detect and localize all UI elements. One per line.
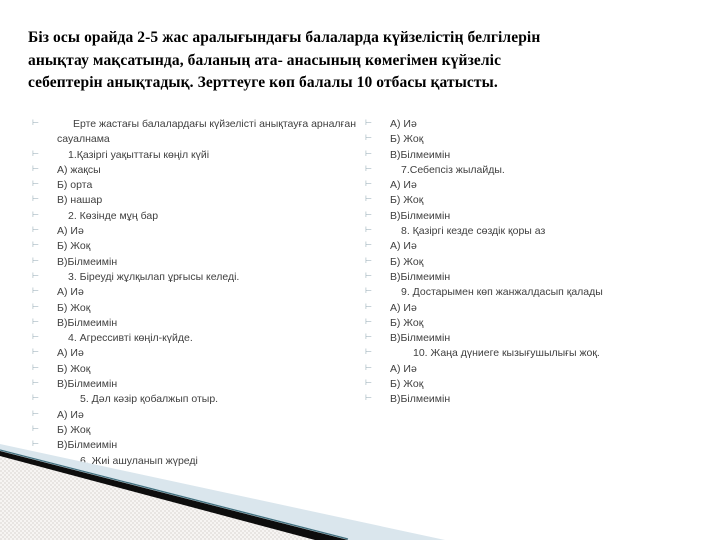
list-item-text: Б) Жоқ — [57, 301, 91, 314]
list-item — [30, 193, 383, 208]
list-item-text: А) Иә — [390, 118, 417, 130]
list-item-text: 6. Жиі ашуланып жүреді — [80, 454, 198, 467]
list-item — [363, 239, 720, 254]
list-item-text: А) Иә — [57, 286, 84, 299]
bullet-icon: ⊢ — [32, 255, 39, 265]
bullet-icon: ⊢ — [32, 301, 39, 311]
bullet-icon: ⊢ — [365, 118, 372, 127]
list-item-text: А) Иә — [57, 347, 84, 360]
list-item-text: 8. Қазіргі кезде сөздік қоры аз — [401, 225, 546, 238]
bullet-list-left — [30, 117, 356, 469]
list-item — [30, 392, 406, 407]
list-item — [363, 270, 720, 285]
bullet-icon: ⊢ — [32, 194, 39, 204]
list-item — [30, 408, 383, 423]
list-item — [363, 178, 720, 193]
bullet-icon: ⊢ — [32, 179, 39, 189]
list-item-text: В)Білмеимін — [390, 332, 451, 345]
bullet-icon: ⊢ — [365, 225, 372, 235]
corner-decoration — [0, 430, 720, 540]
list-item-text: Ерте жастағы балалардағы күйзелісті анықтауға арналған сауалнама — [57, 118, 357, 146]
list-item-text: В)Білмеимін — [390, 393, 451, 406]
list-item — [363, 132, 720, 147]
list-item-text: Б) Жоқ — [57, 423, 91, 436]
slide-title — [28, 27, 694, 95]
bullet-icon: ⊢ — [365, 148, 372, 158]
bullet-icon: ⊢ — [365, 347, 372, 357]
list-item-text: А) Иә — [57, 408, 84, 421]
list-item — [363, 316, 720, 331]
bullet-icon: ⊢ — [32, 148, 39, 158]
list-item-text: Б) Жоқ — [57, 362, 91, 375]
list-item — [30, 163, 383, 178]
list-item — [363, 148, 720, 163]
decor-dotted-triangle — [0, 456, 315, 540]
list-item — [363, 117, 720, 132]
bullet-icon: ⊢ — [365, 332, 372, 342]
list-item — [363, 163, 720, 178]
list-item-text: В)Білмеимін — [390, 148, 451, 161]
list-item — [30, 285, 383, 300]
list-item — [363, 377, 720, 392]
bullet-icon: ⊢ — [32, 439, 39, 449]
bullet-icon: ⊢ — [365, 393, 372, 403]
list-item-text: В)Білмеимін — [390, 270, 451, 283]
bullet-icon: ⊢ — [365, 316, 372, 326]
list-item-text: В)Білмеимін — [57, 378, 118, 391]
list-item-text: 2. Көзінде мұң бар — [68, 209, 159, 222]
list-item-text: В)Білмеимін — [57, 255, 118, 268]
list-item-text: Б) Жоқ — [390, 194, 424, 207]
bullet-icon: ⊢ — [365, 133, 372, 143]
bullet-icon: ⊢ — [32, 240, 39, 250]
list-item — [30, 362, 383, 377]
list-item — [363, 193, 720, 208]
list-item-text: Б) Жоқ — [390, 316, 424, 329]
bullet-icon: ⊢ — [32, 378, 39, 388]
list-item-text: 5. Дәл кәзір қобалжып отыр. — [80, 393, 219, 406]
list-item — [30, 255, 383, 270]
list-item — [363, 301, 720, 316]
list-item — [30, 331, 394, 346]
list-item-text: 1.Қазіргі уақыттағы көңіл күйі — [68, 148, 210, 161]
list-item-text: 3. Біреуді жұлқылап ұрғысы келеді. — [68, 270, 240, 283]
list-item — [30, 224, 383, 239]
bullet-icon: ⊢ — [365, 209, 372, 219]
bullet-icon: ⊢ — [32, 286, 39, 296]
list-item — [30, 316, 383, 331]
bullet-icon: ⊢ — [32, 209, 39, 219]
bullet-icon: ⊢ — [32, 270, 39, 280]
bullet-icon: ⊢ — [32, 316, 39, 326]
bullet-icon: ⊢ — [365, 362, 372, 372]
list-item-text: 4. Агрессивті көңіл-күйде. — [68, 332, 193, 345]
bullet-icon: ⊢ — [365, 194, 372, 204]
list-item — [30, 148, 394, 163]
list-item — [363, 362, 720, 377]
list-item-text: А) Иә — [57, 225, 84, 238]
list-item-text: В)Білмеимін — [57, 439, 118, 452]
bullet-icon: ⊢ — [365, 378, 372, 388]
list-item-text: Б) Жоқ — [390, 255, 424, 268]
list-item-text: 9. Достарымен көп жанжалдасып қалады — [401, 286, 603, 299]
list-item-text: В)Білмеимін — [390, 209, 451, 222]
bullet-icon: ⊢ — [365, 240, 372, 250]
list-item — [30, 301, 383, 316]
list-item — [363, 392, 720, 407]
list-item-text: А) Иә — [390, 240, 417, 253]
list-item — [363, 255, 720, 270]
bullet-icon: ⊢ — [32, 423, 39, 433]
bullet-icon: ⊢ — [32, 347, 39, 357]
list-item-text: А) Иә — [390, 301, 417, 314]
list-item-text: Б) Жоқ — [390, 378, 424, 391]
list-item — [30, 377, 383, 392]
bullet-icon: ⊢ — [365, 179, 372, 189]
list-item-text: А) Иә — [390, 362, 417, 375]
bullet-icon: ⊢ — [32, 408, 39, 418]
bullet-icon: ⊢ — [365, 301, 372, 311]
list-item-text: 10. Жаңа дүниеге кызығушылығы жоқ. — [413, 347, 600, 360]
bullet-icon: ⊢ — [365, 286, 372, 296]
title-line: Біз осы орайда 2-5 жас аралығындағы балаларда күйзелістің белгілерін — [28, 29, 541, 46]
title-line: анықтау мақсатында, баланың ата- анасының көмегімен күйзеліс — [28, 51, 502, 69]
bullet-icon: ⊢ — [365, 163, 372, 173]
list-item — [30, 117, 383, 148]
bullet-icon: ⊢ — [32, 393, 39, 403]
list-item — [363, 209, 720, 224]
list-item — [30, 178, 383, 193]
list-item — [30, 270, 394, 285]
list-item-text: В)Білмеимін — [57, 316, 118, 329]
list-item — [30, 346, 383, 361]
list-item — [363, 346, 720, 361]
bullet-icon: ⊢ — [32, 118, 39, 127]
list-item-text: А) Иә — [390, 179, 417, 192]
list-item-text: Б) Жоқ — [390, 133, 424, 146]
list-item-text: В) нашар — [57, 194, 103, 207]
bullet-list-right — [363, 117, 697, 408]
bullet-icon: ⊢ — [365, 270, 372, 280]
bullet-icon: ⊢ — [32, 225, 39, 235]
list-item — [363, 331, 720, 346]
list-item-text: 7.Себепсіз жылайды. — [401, 163, 505, 176]
list-item — [30, 239, 383, 254]
bullet-icon: ⊢ — [32, 362, 39, 372]
title-line: себептерін анықтадық. Зерттеуге көп балалы 10 отбасы қатысты. — [28, 74, 498, 91]
bullet-icon: ⊢ — [32, 163, 39, 173]
bullet-icon: ⊢ — [32, 332, 39, 342]
list-item — [363, 224, 720, 239]
list-item-text: Б) орта — [57, 179, 93, 192]
list-item-text: Б) Жоқ — [57, 240, 91, 253]
bullet-icon: ⊢ — [365, 255, 372, 265]
list-item — [363, 285, 720, 300]
list-item — [30, 209, 394, 224]
list-item-text: А) жақсы — [57, 163, 101, 176]
